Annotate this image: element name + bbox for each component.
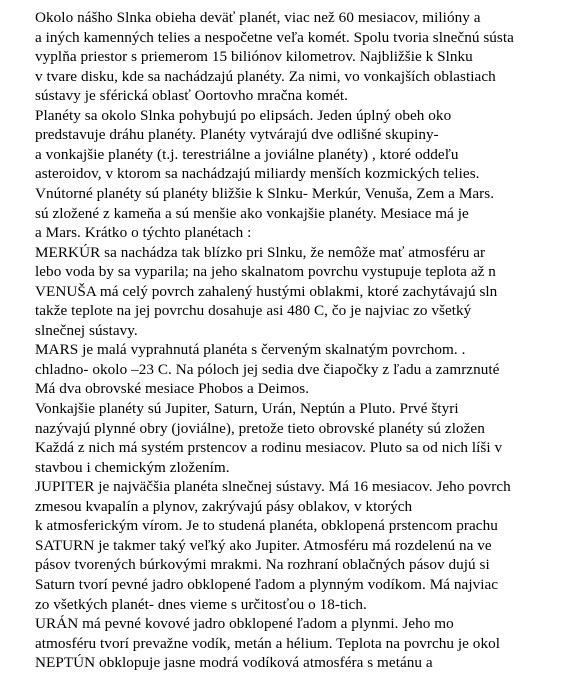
text-line: sú zložené z kameňa a sú menšie ako vonkajšie planéty. Mesiace má je [35, 204, 469, 222]
text-line: zo všetkých planét- dnes vieme s určitosťou o 18-tich. [35, 595, 367, 613]
text-line: zmesou kvapalín a plynov, zakrývajú pásy oblakov, v ktorých [35, 497, 413, 515]
text-line: chladno- okolo –23 C. Na póloch jej sedia dve čiapočky z ľadu a zamrznuté [35, 360, 500, 378]
text-line: lebo voda by sa vyparila; na jeho skalnatom povrchu vystupuje teplota až n [35, 263, 496, 281]
text-line: vyplňa priestor s priemerom 15 biliónov kilometrov. Najbližšie k Slnku [35, 48, 473, 66]
text-line: MARS je malá vyprahnutá planéta s červeným skalnatým povrchom. . [35, 341, 466, 359]
text-line: Každá z nich má systém prstencov a rodinu mesiacov. Pluto sa od nich líši v [35, 439, 503, 457]
text-line: NEPTÚN obklopuje jasne modrá vodíková atmosféra s metánu a [35, 654, 433, 672]
text-line: sústavy je sférická oblasť Oortovho mračna komét. [35, 87, 349, 105]
text-line: predstavuje dráhu planéty. Planéty vytvárajú dve odlišné skupiny- [35, 126, 439, 144]
text-line: Planéty sa okolo Slnka pohybujú po elipsách. Jeden úplný obeh oko [35, 106, 452, 124]
text-line: pásov tvorených búrkovými mrakmi. Na rozhraní oblačných pásov dujú si [35, 556, 490, 574]
text-line: Vnútorné planéty sú planéty bližšie k Slnku- Merkúr, Venuša, Zem a Mars. [35, 185, 495, 202]
text-line: SATURN je takmer taký veľký ako Jupiter. Atmosféru má rozdelenú na ve [35, 536, 492, 554]
text-line: MERKÚR sa nachádza tak blízko pri Slnku, že nemôže mať atmosféru ar [35, 243, 486, 261]
text-line: v tvare disku, kde sa nachádzajú planéty. Za nimi, vo vonkajších oblastiach [35, 67, 496, 85]
text-line: Okolo nášho Slnka obieha deväť planét, viac než 60 mesiacov, milióny a [35, 9, 481, 26]
text-line: k atmosferickým vírom. Je to studená planéta, obklopená prstencom prachu [35, 517, 498, 535]
text-line: a vonkajšie planéty (t.j. terestriálne a joviálne planéty) , ktoré oddeľu [35, 145, 459, 163]
text-line: stavbou i chemickým zložením. [35, 458, 230, 476]
text-line: URÁN má pevné kovové jadro obklopené ľadom a plynmi. Jeho mo [35, 615, 454, 633]
text-line: Vonkajšie planéty sú Jupiter, Saturn, Urán, Neptún a Pluto. Prvé štyri [35, 400, 459, 417]
text-line: VENUŠA má celý povrch zahalený hustými oblakmi, ktoré zachytávajú sln [35, 282, 498, 300]
text-line: slnečnej sústavy. [35, 321, 138, 339]
text-line: a Mars. Krátko o týchto planétach : [35, 224, 252, 242]
text-line: takže teplote na jej povrchu dosahuje asi 480 C, čo je najviac zo všetký [35, 302, 472, 320]
text-line: JUPITER je najväčšia planéta slnečnej sústavy. Má 16 mesiacov. Jeho povrch [35, 478, 511, 496]
text-line: atmosféru tvorí prevažne vodík, metán a hélium. Teplota na povrchu je okol [35, 634, 501, 652]
text-line: a iných kamenných telies a nespočetne veľa komét. Spolu tvoria slnečnú sústa [35, 28, 514, 46]
text-line: asteroidov, v ktorom sa nachádzajú miliardy menších kozmických telies. [35, 165, 480, 183]
text-line: nazývajú plynné obry (joviálne), pretože tieto obrovské planéty sú zložen [35, 419, 485, 437]
text-line: Saturn tvorí pevné jadro obklopené ľadom a plynným vodíkom. Má najviac [35, 576, 499, 593]
text-line: Má dva obrovské mesiace Phobos a Deimos. [35, 380, 310, 398]
